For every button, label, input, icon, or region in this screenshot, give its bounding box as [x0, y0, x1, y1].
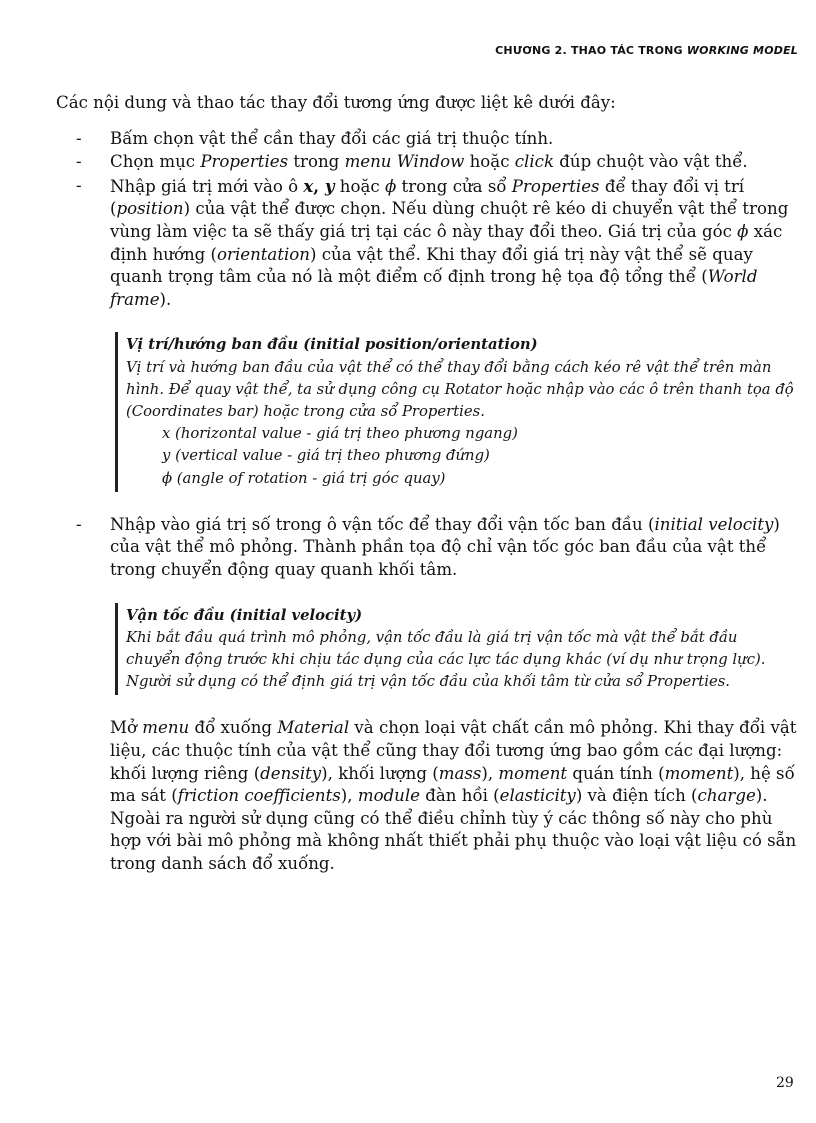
note-line-y: y (vertical value - giá trị theo phương đứng) [162, 447, 490, 465]
note-box-position [115, 332, 801, 491]
italic-term: menu [142, 718, 190, 738]
text-run: quán tính ( [567, 763, 665, 783]
italic-term: module [357, 786, 420, 806]
material-paragraph [110, 717, 801, 875]
dash-bullet: - [76, 175, 82, 195]
text-run: ) của vật thể. Khi thay đổi giá trị này vật thể sẽ quay quanh trọng tâm của nó là một điểm cố định trong hệ tọa độ tổng thể ( [110, 244, 753, 287]
intro-sentence: Các nội dung và thao tác thay đổi tương ứng được liệt kê dưới đây: [56, 93, 616, 112]
text-run: ), hệ số ma sát ( [110, 763, 795, 806]
note-title: Vị trí/hướng ban đầu (initial position/orientation) [126, 336, 538, 354]
list-item [56, 128, 801, 151]
list-item [56, 175, 801, 312]
text-run: ). [159, 289, 172, 309]
text-run: Chọn mục [110, 152, 201, 172]
note-body: Khi bắt đầu quá trình mô phỏng, vận tốc đầu là giá trị vận tốc mà vật thể bắt đầu chuyển động trước khi chịu tác dụng của các lực tác dụng khác (ví dụ như trọng lực). Người sử dụng có thể định giá trị vận tốc đầu của khối tâm từ cửa sổ Properties. [126, 628, 766, 691]
text-run: ) của vật thể được chọn. Nếu dùng chuột rê kéo di chuyển vật thể trong vùng làm việc ta sẽ thấy giá trị tại các ô này thay đổi theo. Giá trị của góc [110, 199, 789, 241]
italic-term: position [116, 199, 184, 219]
header-text: CHƯƠNG 2. THAO TÁC TRONG [495, 44, 687, 57]
italic-term: charge [697, 786, 756, 806]
text-run: xác định hướng ( [110, 221, 783, 264]
italic-term: orientation [217, 244, 310, 264]
variable-x: x [303, 175, 314, 196]
list-item [56, 514, 801, 582]
text-run: ), khối lượng ( [321, 763, 439, 783]
phi-symbol: ϕ [737, 221, 749, 241]
header-italic: WORKING MODEL [686, 44, 798, 57]
dash-bullet: - [76, 514, 82, 534]
italic-term: moment [664, 763, 734, 783]
note-title: Vận tốc đầu (initial velocity) [126, 606, 363, 624]
note-line-x: x (horizontal value - giá trị theo phương ngang) [162, 425, 518, 443]
italic-term: Material [277, 718, 350, 738]
page-number: 29 [776, 1075, 794, 1091]
text-run: để thay đổi vị trí ( [110, 176, 745, 219]
variable-y: y [324, 175, 335, 196]
italic-term: World frame [110, 267, 758, 309]
running-header [0, 44, 798, 57]
text-run: đổ xuống [189, 718, 278, 738]
text-run: và chọn loại vật chất cần mô phỏng. Khi thay đổi vật liệu, các thuộc tính của vật thể cũng thay đổi tương ứng bao gồm các đại lượng: khối lượng riêng ( [110, 718, 797, 783]
text-run: hoặc [334, 176, 385, 196]
text-run: trong cửa sổ [396, 176, 512, 196]
text-run: Mở [110, 718, 143, 738]
text-run: ). Ngoài ra người sử dụng cũng có thể điều chỉnh tùy ý các thông số này cho phù hợp với bài mô phỏng mà không nhất thiết phải phụ thuộc vào loại vật liệu có sẵn trong danh sách đổ xuống. [110, 786, 797, 873]
bullet-text: Bấm chọn vật thể cần thay đổi các giá trị thuộc tính. [110, 128, 554, 148]
dash-bullet: - [76, 128, 82, 148]
italic-term: moment [498, 763, 568, 783]
italic-term: elasticity [499, 786, 576, 806]
note-line-phi: ϕ (angle of rotation - giá trị góc quay) [162, 469, 446, 487]
text-run: Nhập giá trị mới vào ô [110, 176, 304, 196]
italic-term: density [260, 763, 322, 783]
text-run: ) của vật thể mô phỏng. Thành phần tọa độ chỉ vận tốc góc ban đầu của vật thể trong chuyển động quay quanh khối tâm. [110, 514, 780, 579]
text-run: ) và điện tích ( [575, 786, 698, 806]
text-run: đúp chuột vào vật thể. [554, 152, 748, 172]
note-box-velocity [115, 603, 801, 696]
italic-term: Properties [200, 152, 289, 172]
text-run: ), [340, 786, 358, 806]
dash-bullet: - [76, 152, 82, 172]
italic-term: friction coefficients [177, 786, 341, 806]
text-run: đàn hồi ( [420, 786, 500, 806]
phi-symbol: ϕ [384, 176, 397, 196]
italic-term: initial velocity [654, 514, 774, 534]
text-run: ), [481, 763, 499, 783]
italic-term: Properties [511, 176, 600, 196]
list-item [56, 151, 801, 174]
note-body: Vị trí và hướng ban đầu của vật thể có thể thay đổi bằng cách kéo rê vật thể trên màn hình. Để quay vật thể, ta sử dụng công cụ Rotator hoặc nhập vào các ô trên thanh tọa độ (Coordinates bar) hoặc trong cửa sổ Properties. [126, 358, 794, 420]
text-run: trong [288, 152, 345, 172]
italic-term: menu Window [344, 152, 465, 172]
italic-term: mass [438, 763, 482, 783]
text-run: Nhập vào giá trị số trong ô vận tốc để thay đổi vận tốc ban đầu ( [110, 514, 655, 534]
italic-term: click [514, 152, 555, 172]
text-run: hoặc [464, 152, 515, 172]
text-run: , [313, 175, 325, 196]
page-content [56, 92, 801, 876]
